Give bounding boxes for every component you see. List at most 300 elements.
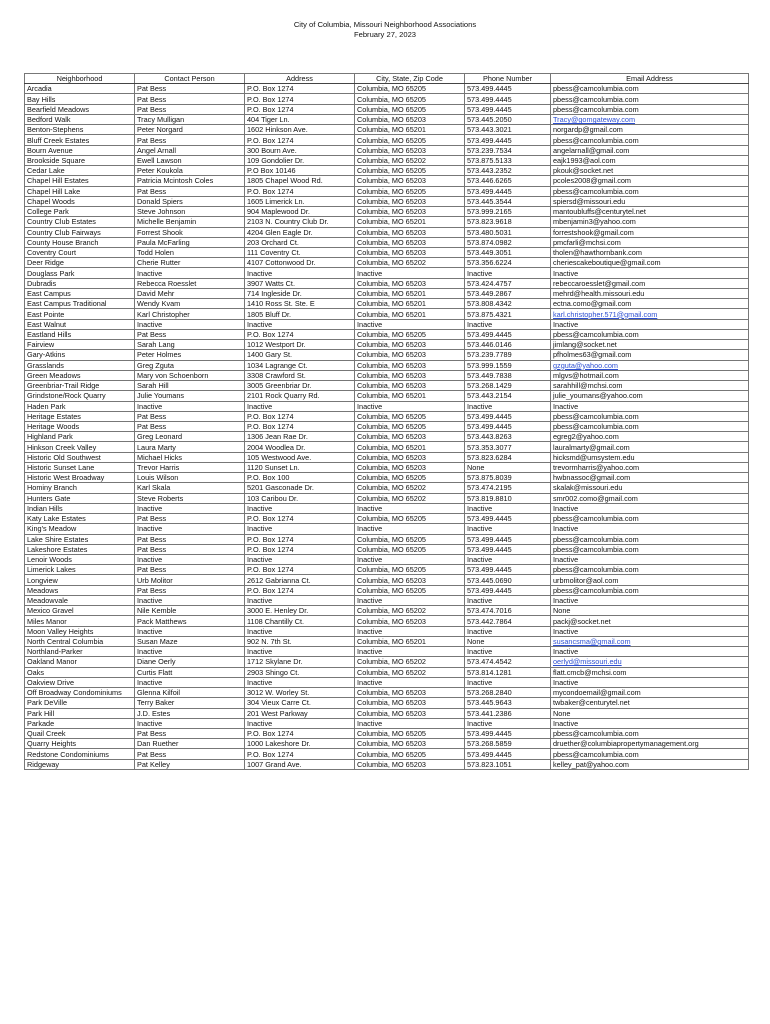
address-cell: 105 Westwood Ave. [245,452,355,462]
phone-number-cell: 573.499.4445 [465,411,551,421]
email-cell: twbaker@centurytel.net [551,698,749,708]
neighborhood-cell: Green Meadows [25,370,135,380]
contact-person-cell: Ewell Lawson [135,155,245,165]
address-cell: 714 Ingleside Dr. [245,288,355,298]
city-state-zip-cell: Columbia, MO 65205 [355,104,465,114]
neighborhood-cell: Brookside Square [25,155,135,165]
neighborhood-cell: Limerick Lakes [25,565,135,575]
email-cell: kelley_pat@yahoo.com [551,759,749,769]
address-cell: P.O. Box 1274 [245,186,355,196]
neighborhood-cell: Oakview Drive [25,677,135,687]
address-cell: 300 Bourn Ave. [245,145,355,155]
address-cell: 2101 Rock Quarry Rd. [245,391,355,401]
address-cell: P.O. Box 1274 [245,84,355,94]
address-cell: P.O. Box 1274 [245,104,355,114]
email-cell: pkouk@socket.net [551,166,749,176]
table-row [25,381,749,391]
table-row [25,84,749,94]
phone-number-cell: 573.823.9618 [465,217,551,227]
email-link[interactable]: susancsma@gmail.com [551,636,749,646]
phone-number-cell: 573.499.4445 [465,729,551,739]
city-state-zip-cell: Columbia, MO 65205 [355,421,465,431]
address-cell: 1012 Westport Dr. [245,340,355,350]
contact-person-cell: Paula McFarling [135,237,245,247]
contact-person-cell: Pat Bess [135,544,245,554]
phone-number-cell: 573.443.8263 [465,432,551,442]
neighborhood-cell: Meadowvale [25,595,135,605]
table-row [25,749,749,759]
table-row [25,309,749,319]
email-cell: pfholmes63@gmail.com [551,350,749,360]
email-cell: norgardp@gmail.com [551,125,749,135]
email-cell: pbess@camcolumbia.com [551,84,749,94]
page-date: February 27, 2023 [353,30,417,39]
city-state-zip-cell: Columbia, MO 65202 [355,258,465,268]
contact-person-cell: Pat Bess [135,94,245,104]
neighborhood-cell: Historic Old Southwest [25,452,135,462]
contact-person-cell: Inactive [135,268,245,278]
address-cell: P.O. Box 1274 [245,514,355,524]
phone-number-cell: Inactive [465,595,551,605]
phone-number-cell: 573.449.7838 [465,370,551,380]
phone-number-cell: 573.875.5133 [465,155,551,165]
city-state-zip-cell: Inactive [355,524,465,534]
contact-person-cell: Pat Kelley [135,759,245,769]
contact-person-cell: Trevor Harris [135,462,245,472]
table-row [25,657,749,667]
email-cell: hwbnassoc@gmail.com [551,473,749,483]
neighborhood-cell: Miles Manor [25,616,135,626]
email-cell: lauralmarty@gmail.com [551,442,749,452]
address-cell: P.O. Box 1274 [245,585,355,595]
city-state-zip-cell: Columbia, MO 65205 [355,329,465,339]
neighborhood-cell: Hunters Gate [25,493,135,503]
phone-number-cell: 573.499.4445 [465,84,551,94]
email-cell: flatt.cmcb@mchsi.com [551,667,749,677]
city-state-zip-cell: Columbia, MO 65203 [355,237,465,247]
neighborhood-cell: Bluff Creek Estates [25,135,135,145]
address-cell: P.O. Box 1274 [245,534,355,544]
contact-person-cell: Inactive [135,626,245,636]
table-row [25,503,749,513]
table-row [25,421,749,431]
neighborhood-cell: Douglass Park [25,268,135,278]
address-cell: 904 Maplewood Dr. [245,207,355,217]
city-state-zip-cell: Columbia, MO 65205 [355,565,465,575]
city-state-zip-cell: Inactive [355,677,465,687]
city-state-zip-cell: Columbia, MO 65203 [355,247,465,257]
address-cell: 1306 Jean Rae Dr. [245,432,355,442]
neighborhood-cell: Coventry Court [25,247,135,257]
email-cell: smr002.como@gmail.com [551,493,749,503]
email-cell: cheriescakeboutique@gmail.com [551,258,749,268]
address-cell: 304 Vieux Carre Ct. [245,698,355,708]
contact-person-cell: Pat Bess [135,514,245,524]
column-header-phone-number: Phone Number [465,74,551,84]
phone-number-cell: 573.445.9643 [465,698,551,708]
address-cell: Inactive [245,503,355,513]
table-row [25,94,749,104]
neighborhood-cell: Park DeVille [25,698,135,708]
neighborhood-cell: Off Broadway Condominiums [25,688,135,698]
email-cell: pbess@camcolumbia.com [551,94,749,104]
contact-person-cell: Pat Bess [135,135,245,145]
neighborhood-cell: Lake Shire Estates [25,534,135,544]
city-state-zip-cell: Inactive [355,626,465,636]
table-row [25,462,749,472]
contact-person-cell: Julie Youmans [135,391,245,401]
neighborhood-cell: Hominy Branch [25,483,135,493]
city-state-zip-cell: Columbia, MO 65203 [355,196,465,206]
address-cell: 1108 Chantilly Ct. [245,616,355,626]
email-cell: mycondoemail@gmail.com [551,688,749,698]
address-cell: 1000 Lakeshore Dr. [245,739,355,749]
table-row [25,729,749,739]
neighborhood-cell: Chapel Hill Lake [25,186,135,196]
address-cell: Inactive [245,677,355,687]
contact-person-cell: Pat Bess [135,104,245,114]
neighborhood-cell: Quail Creek [25,729,135,739]
email-cell: Inactive [551,677,749,687]
contact-person-cell: Pat Bess [135,585,245,595]
neighborhood-cell: North Central Columbia [25,636,135,646]
email-cell: angelarnall@gmail.com [551,145,749,155]
city-state-zip-cell: Columbia, MO 65203 [355,381,465,391]
address-cell: P.O. Box 1274 [245,411,355,421]
email-link[interactable]: gzguta@yahoo.com [551,360,749,370]
neighborhood-cell: Dubradis [25,278,135,288]
email-cell: pbess@camcolumbia.com [551,749,749,759]
address-cell: 1410 Ross St. Ste. E [245,299,355,309]
city-state-zip-cell: Columbia, MO 65205 [355,84,465,94]
city-state-zip-cell: Columbia, MO 65203 [355,759,465,769]
neighborhood-cell: Heritage Estates [25,411,135,421]
city-state-zip-cell: Columbia, MO 65203 [355,370,465,380]
email-cell: pbess@camcolumbia.com [551,544,749,554]
contact-person-cell: Sarah Lang [135,340,245,350]
email-cell: mehrd@health.missouri.edu [551,288,749,298]
email-cell: skalak@missouri.edu [551,483,749,493]
phone-number-cell: 573.474.2195 [465,483,551,493]
city-state-zip-cell: Columbia, MO 65203 [355,708,465,718]
email-cell: pbess@camcolumbia.com [551,135,749,145]
contact-person-cell: Diane Oerly [135,657,245,667]
phone-number-cell: 573.424.4757 [465,278,551,288]
contact-person-cell: Glenna Kilfoil [135,688,245,698]
neighborhood-cell: Greenbriar-Trail Ridge [25,381,135,391]
table-row [25,278,749,288]
neighborhood-cell: Redstone Condominiums [25,749,135,759]
neighborhood-cell: Fairview [25,340,135,350]
address-cell: 1712 Skylane Dr. [245,657,355,667]
phone-number-cell: 573.480.5031 [465,227,551,237]
phone-number-cell: 573.808.4342 [465,299,551,309]
contact-person-cell: Patricia Mcintosh Coles [135,176,245,186]
neighborhood-cell: Cedar Lake [25,166,135,176]
table-row [25,391,749,401]
table-row [25,514,749,524]
table-row [25,565,749,575]
address-cell: 902 N. 7th St. [245,636,355,646]
contact-person-cell: Urb Molitor [135,575,245,585]
phone-number-cell: 573.445.2050 [465,114,551,124]
city-state-zip-cell: Inactive [355,718,465,728]
table-row [25,636,749,646]
phone-number-cell: 573.268.5859 [465,739,551,749]
city-state-zip-cell: Columbia, MO 65205 [355,94,465,104]
contact-person-cell: Pat Bess [135,329,245,339]
phone-number-cell: 573.814.1281 [465,667,551,677]
phone-number-cell: 573.499.4445 [465,565,551,575]
city-state-zip-cell: Columbia, MO 65203 [355,278,465,288]
address-cell: P.O. Box 1274 [245,544,355,554]
email-cell: ectna.como@gmail.com [551,299,749,309]
email-cell: Inactive [551,319,749,329]
address-cell: 201 West Parkway [245,708,355,718]
city-state-zip-cell: Columbia, MO 65203 [355,452,465,462]
phone-number-cell: 573.499.4445 [465,544,551,554]
neighborhood-cell: Bourn Avenue [25,145,135,155]
contact-person-cell: Pat Bess [135,565,245,575]
email-cell: urbmolitor@aol.com [551,575,749,585]
neighborhood-cell: Gary-Atkins [25,350,135,360]
contact-person-cell: Pat Bess [135,729,245,739]
contact-person-cell: Inactive [135,718,245,728]
neighborhood-cell: Chapel Hill Estates [25,176,135,186]
contact-person-cell: Laura Marty [135,442,245,452]
table-row [25,237,749,247]
contact-person-cell: David Mehr [135,288,245,298]
address-cell: Inactive [245,626,355,636]
contact-person-cell: Forrest Shook [135,227,245,237]
contact-person-cell: Peter Koukola [135,166,245,176]
email-cell: trevormharris@yahoo.com [551,462,749,472]
table-row [25,677,749,687]
neighborhood-cell: College Park [25,207,135,217]
city-state-zip-cell: Columbia, MO 65205 [355,729,465,739]
email-cell: pbess@camcolumbia.com [551,514,749,524]
neighborhood-cell: Mexico Gravel [25,606,135,616]
city-state-zip-cell: Columbia, MO 65205 [355,749,465,759]
table-row [25,196,749,206]
email-cell: Inactive [551,718,749,728]
address-cell: 1805 Chapel Wood Rd. [245,176,355,186]
address-cell: P.O. Box 1274 [245,729,355,739]
email-cell: jimlang@socket.net [551,340,749,350]
column-header-address: Address [245,74,355,84]
contact-person-cell: Dan Ruether [135,739,245,749]
city-state-zip-cell: Columbia, MO 65201 [355,217,465,227]
email-link[interactable]: karl.christopher.571@gmail.com [551,309,749,319]
contact-person-cell: Susan Maze [135,636,245,646]
neighborhood-cell: Heritage Woods [25,421,135,431]
contact-person-cell: Terry Baker [135,698,245,708]
address-cell: 3005 Greenbriar Dr. [245,381,355,391]
phone-number-cell: 573.499.4445 [465,135,551,145]
city-state-zip-cell: Columbia, MO 65203 [355,176,465,186]
neighborhood-cell: Arcadia [25,84,135,94]
contact-person-cell: Donald Spiers [135,196,245,206]
city-state-zip-cell: Columbia, MO 65202 [355,155,465,165]
email-link[interactable]: oerlyd@missouri.edu [551,657,749,667]
contact-person-cell: Pat Bess [135,749,245,759]
neighborhood-cell: Country Club Estates [25,217,135,227]
table-row [25,329,749,339]
neighborhood-cell: Bedford Walk [25,114,135,124]
contact-person-cell: Peter Holmes [135,350,245,360]
neighborhood-cell: Hinkson Creek Valley [25,442,135,452]
email-cell: pbess@camcolumbia.com [551,565,749,575]
neighborhood-associations-table [24,73,749,770]
address-cell: 111 Coventry Ct. [245,247,355,257]
contact-person-cell: Inactive [135,677,245,687]
table-row [25,698,749,708]
table-row [25,524,749,534]
phone-number-cell: 573.239.7534 [465,145,551,155]
table-row [25,411,749,421]
address-cell: P.O Box 10146 [245,166,355,176]
address-cell: 2103 N. Country Club Dr. [245,217,355,227]
email-cell: tholen@hawthornbank.com [551,247,749,257]
address-cell: P.O. Box 100 [245,473,355,483]
city-state-zip-cell: Columbia, MO 65201 [355,299,465,309]
phone-number-cell: 573.474.4542 [465,657,551,667]
table-row [25,442,749,452]
neighborhood-cell: Katy Lake Estates [25,514,135,524]
email-cell: mlgvs@hotmail.com [551,370,749,380]
table-row [25,268,749,278]
table-row [25,606,749,616]
neighborhood-cell: Eastland Hills [25,329,135,339]
email-link[interactable]: Tracy@gomgateway.com [551,114,749,124]
neighborhood-cell: East Campus Traditional [25,299,135,309]
address-cell: 1007 Grand Ave. [245,759,355,769]
phone-number-cell: 573.499.4445 [465,329,551,339]
contact-person-cell: Peter Norgard [135,125,245,135]
email-cell: Inactive [551,268,749,278]
table-row [25,688,749,698]
address-cell: P.O. Box 1274 [245,329,355,339]
city-state-zip-cell: Columbia, MO 65205 [355,585,465,595]
table-row [25,401,749,411]
phone-number-cell: 573.499.4445 [465,534,551,544]
table-row [25,217,749,227]
address-cell: 3907 Watts Ct. [245,278,355,288]
table-row [25,432,749,442]
phone-number-cell: 573.441.2386 [465,708,551,718]
table-row [25,452,749,462]
city-state-zip-cell: Inactive [355,647,465,657]
phone-number-cell: 573.823.6284 [465,452,551,462]
phone-number-cell: 573.875.8039 [465,473,551,483]
contact-person-cell: Pat Bess [135,534,245,544]
email-cell: pbess@camcolumbia.com [551,329,749,339]
email-cell: mantoubluffs@centurytel.net [551,207,749,217]
table-row [25,104,749,114]
contact-person-cell: Cherie Rutter [135,258,245,268]
column-header-city-state-zip: City, State, Zip Code [355,74,465,84]
phone-number-cell: 573.999.1559 [465,360,551,370]
neighborhood-cell: East Pointe [25,309,135,319]
city-state-zip-cell: Columbia, MO 65205 [355,186,465,196]
address-cell: 2903 Shingo Ct. [245,667,355,677]
neighborhood-cell: Haden Park [25,401,135,411]
neighborhood-cell: Oakland Manor [25,657,135,667]
contact-person-cell: Pat Bess [135,421,245,431]
contact-person-cell: Pat Bess [135,411,245,421]
contact-person-cell: Karl Skala [135,483,245,493]
address-cell: Inactive [245,401,355,411]
contact-person-cell: J.D. Estes [135,708,245,718]
address-cell: 5201 Gasconade Dr. [245,483,355,493]
address-cell: 3000 E. Henley Dr. [245,606,355,616]
table-row [25,493,749,503]
table-row [25,340,749,350]
email-cell: pcoles2008@gmail.com [551,176,749,186]
email-cell: Inactive [551,555,749,565]
city-state-zip-cell: Columbia, MO 65205 [355,544,465,554]
address-cell: P.O. Box 1274 [245,749,355,759]
city-state-zip-cell: Columbia, MO 65201 [355,309,465,319]
phone-number-cell: Inactive [465,319,551,329]
phone-number-cell: 573.449.3051 [465,247,551,257]
neighborhood-cell: Historic Sunset Lane [25,462,135,472]
email-cell: Inactive [551,503,749,513]
email-cell: pbess@camcolumbia.com [551,729,749,739]
address-cell: P.O. Box 1274 [245,135,355,145]
contact-person-cell: Steve Johnson [135,207,245,217]
city-state-zip-cell: Columbia, MO 65201 [355,288,465,298]
neighborhood-cell: Quarry Heights [25,739,135,749]
city-state-zip-cell: Columbia, MO 65201 [355,442,465,452]
phone-number-cell: 573.268.2840 [465,688,551,698]
neighborhood-cell: Bearfield Meadows [25,104,135,114]
email-cell: eajk1993@aol.com [551,155,749,165]
contact-person-cell: Inactive [135,401,245,411]
contact-person-cell: Inactive [135,319,245,329]
address-cell: 3012 W. Worley St. [245,688,355,698]
address-cell: P.O. Box 1274 [245,565,355,575]
address-cell: Inactive [245,268,355,278]
table-row [25,575,749,585]
email-cell: forrestshook@gmail.com [551,227,749,237]
address-cell: 1400 Gary St. [245,350,355,360]
city-state-zip-cell: Columbia, MO 65205 [355,135,465,145]
table-row [25,708,749,718]
city-state-zip-cell: Columbia, MO 65203 [355,340,465,350]
city-state-zip-cell: Inactive [355,268,465,278]
table-row [25,227,749,237]
email-cell: egreg2@yahoo.com [551,432,749,442]
address-cell: 1120 Sunset Ln. [245,462,355,472]
email-cell: Inactive [551,595,749,605]
contact-person-cell: Pat Bess [135,84,245,94]
city-state-zip-cell: Columbia, MO 65202 [355,657,465,667]
contact-person-cell: Inactive [135,595,245,605]
table-row [25,585,749,595]
table-row [25,759,749,769]
email-cell: pbess@camcolumbia.com [551,421,749,431]
table-row [25,135,749,145]
contact-person-cell: Tracy Mulligan [135,114,245,124]
city-state-zip-cell: Columbia, MO 65203 [355,227,465,237]
email-cell: Inactive [551,647,749,657]
phone-number-cell: 573.499.4445 [465,94,551,104]
city-state-zip-cell: Columbia, MO 65203 [355,145,465,155]
address-cell: 4107 Cottonwood Dr. [245,258,355,268]
phone-number-cell: 573.356.6224 [465,258,551,268]
phone-number-cell: Inactive [465,626,551,636]
